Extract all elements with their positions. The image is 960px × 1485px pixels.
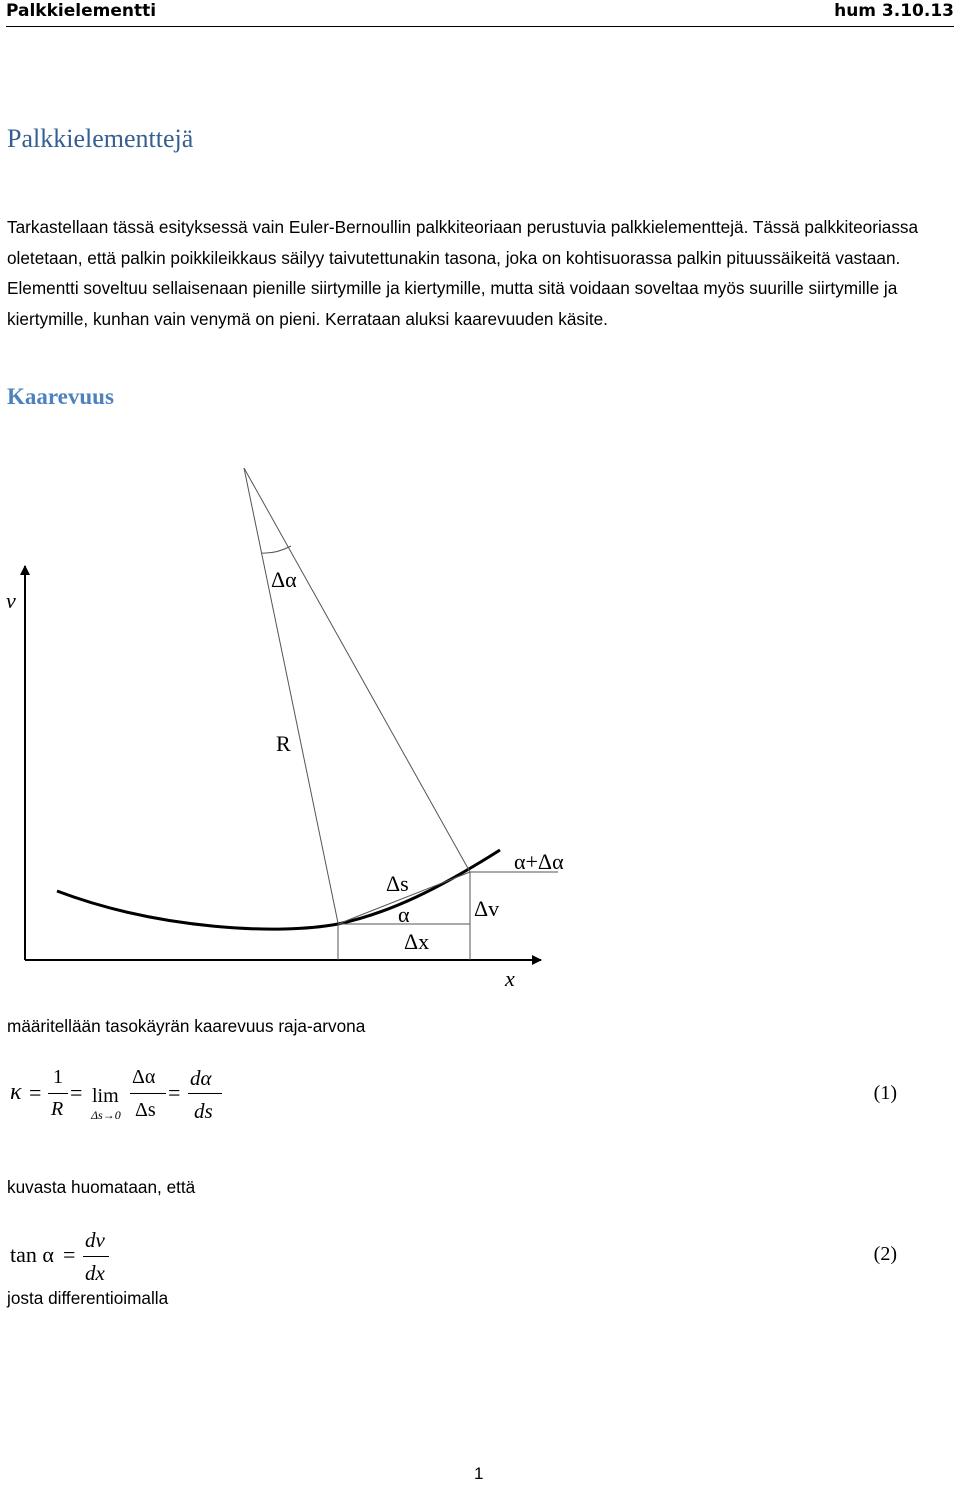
eq2-dv: dv <box>85 1228 105 1252</box>
eq1-ds: ds <box>194 1099 213 1123</box>
delta-s-label: Δs <box>386 871 409 896</box>
section-title-kaarevuus: Kaarevuus <box>7 384 114 409</box>
v-axis-label: v <box>6 588 16 613</box>
header-author-date: hum 3.10.13 <box>834 1 954 21</box>
eq1-fraction-denominator-R: R <box>51 1098 64 1120</box>
eq2-equals: = <box>63 1242 76 1267</box>
eq1-fraction-bar-1 <box>48 1093 68 1094</box>
eq1-kappa: κ <box>10 1079 22 1105</box>
eq2-fraction-bar <box>83 1256 109 1257</box>
eq1-number: (1) <box>873 1082 897 1104</box>
eq2-number: (2) <box>873 1243 897 1265</box>
delta-alpha-label: Δα <box>271 567 297 592</box>
eq1-lim-subscript: Δs→0 <box>91 1108 121 1122</box>
eq1-equals-3: = <box>168 1080 181 1105</box>
eq1-lim: lim <box>92 1085 119 1107</box>
curvature-diagram <box>0 440 960 1000</box>
page-title: Palkkielementtejä <box>7 124 194 153</box>
eq2-dx: dx <box>85 1261 105 1285</box>
eq1-fraction-bar-3 <box>188 1093 222 1094</box>
alpha-plus-delta-alpha-label: α+Δα <box>514 849 564 874</box>
equation-2 <box>0 1226 960 1288</box>
eq1-d-alpha: dα <box>190 1066 212 1090</box>
eq1-equals-1: = <box>29 1080 42 1105</box>
delta-alpha-arc <box>261 546 291 553</box>
page-number: 1 <box>474 1464 484 1483</box>
eq1-delta-alpha: Δα <box>132 1066 156 1088</box>
eq1-fraction-bar-2 <box>130 1093 166 1094</box>
radius-label: R <box>276 731 291 756</box>
equation-1 <box>0 1060 960 1130</box>
header-document-title: Palkkielementti <box>6 1 157 21</box>
page-header <box>0 0 960 28</box>
alpha-label: α <box>398 902 410 927</box>
paragraph-definition: määritellään tasokäyrän kaarevuus raja-arvona <box>7 1016 366 1036</box>
delta-v-label: Δv <box>474 896 500 921</box>
eq1-delta-s: Δs <box>135 1099 156 1121</box>
paragraph-observation: kuvasta huomataan, että <box>7 1177 196 1197</box>
eq2-tan-alpha: tan α <box>10 1242 54 1267</box>
beam-curve <box>57 850 500 929</box>
eq1-equals-2: = <box>70 1080 83 1105</box>
radius-line-right <box>244 468 470 872</box>
x-axis-label: x <box>505 966 515 991</box>
header-rule <box>6 26 954 27</box>
delta-x-label: Δx <box>404 929 430 954</box>
radius-line-left <box>244 468 338 923</box>
intro-paragraph: Tarkastellaan tässä esityksessä vain Euler-Bernoullin palkkiteoriaan perustuvia palkkielementtejä. Tässä palkkiteoriassa oletetaan, että palkin poikkileikkaus säilyy taivutettunakin tasona, joka on kohtisuorassa palkin pituussäikeitä vastaan. Elementti soveltuu sellaisenaan pienille siirtymille ja kiertymille, mutta sitä voidaan soveltaa myös suurille siirtymille ja kiertymille, kunhan vain venymä on pieni. Kerrataan aluksi kaarevuuden käsite. <box>7 217 919 329</box>
eq1-fraction-numerator-one: 1 <box>53 1066 63 1088</box>
paragraph-differentiation: josta differentioimalla <box>7 1288 169 1308</box>
